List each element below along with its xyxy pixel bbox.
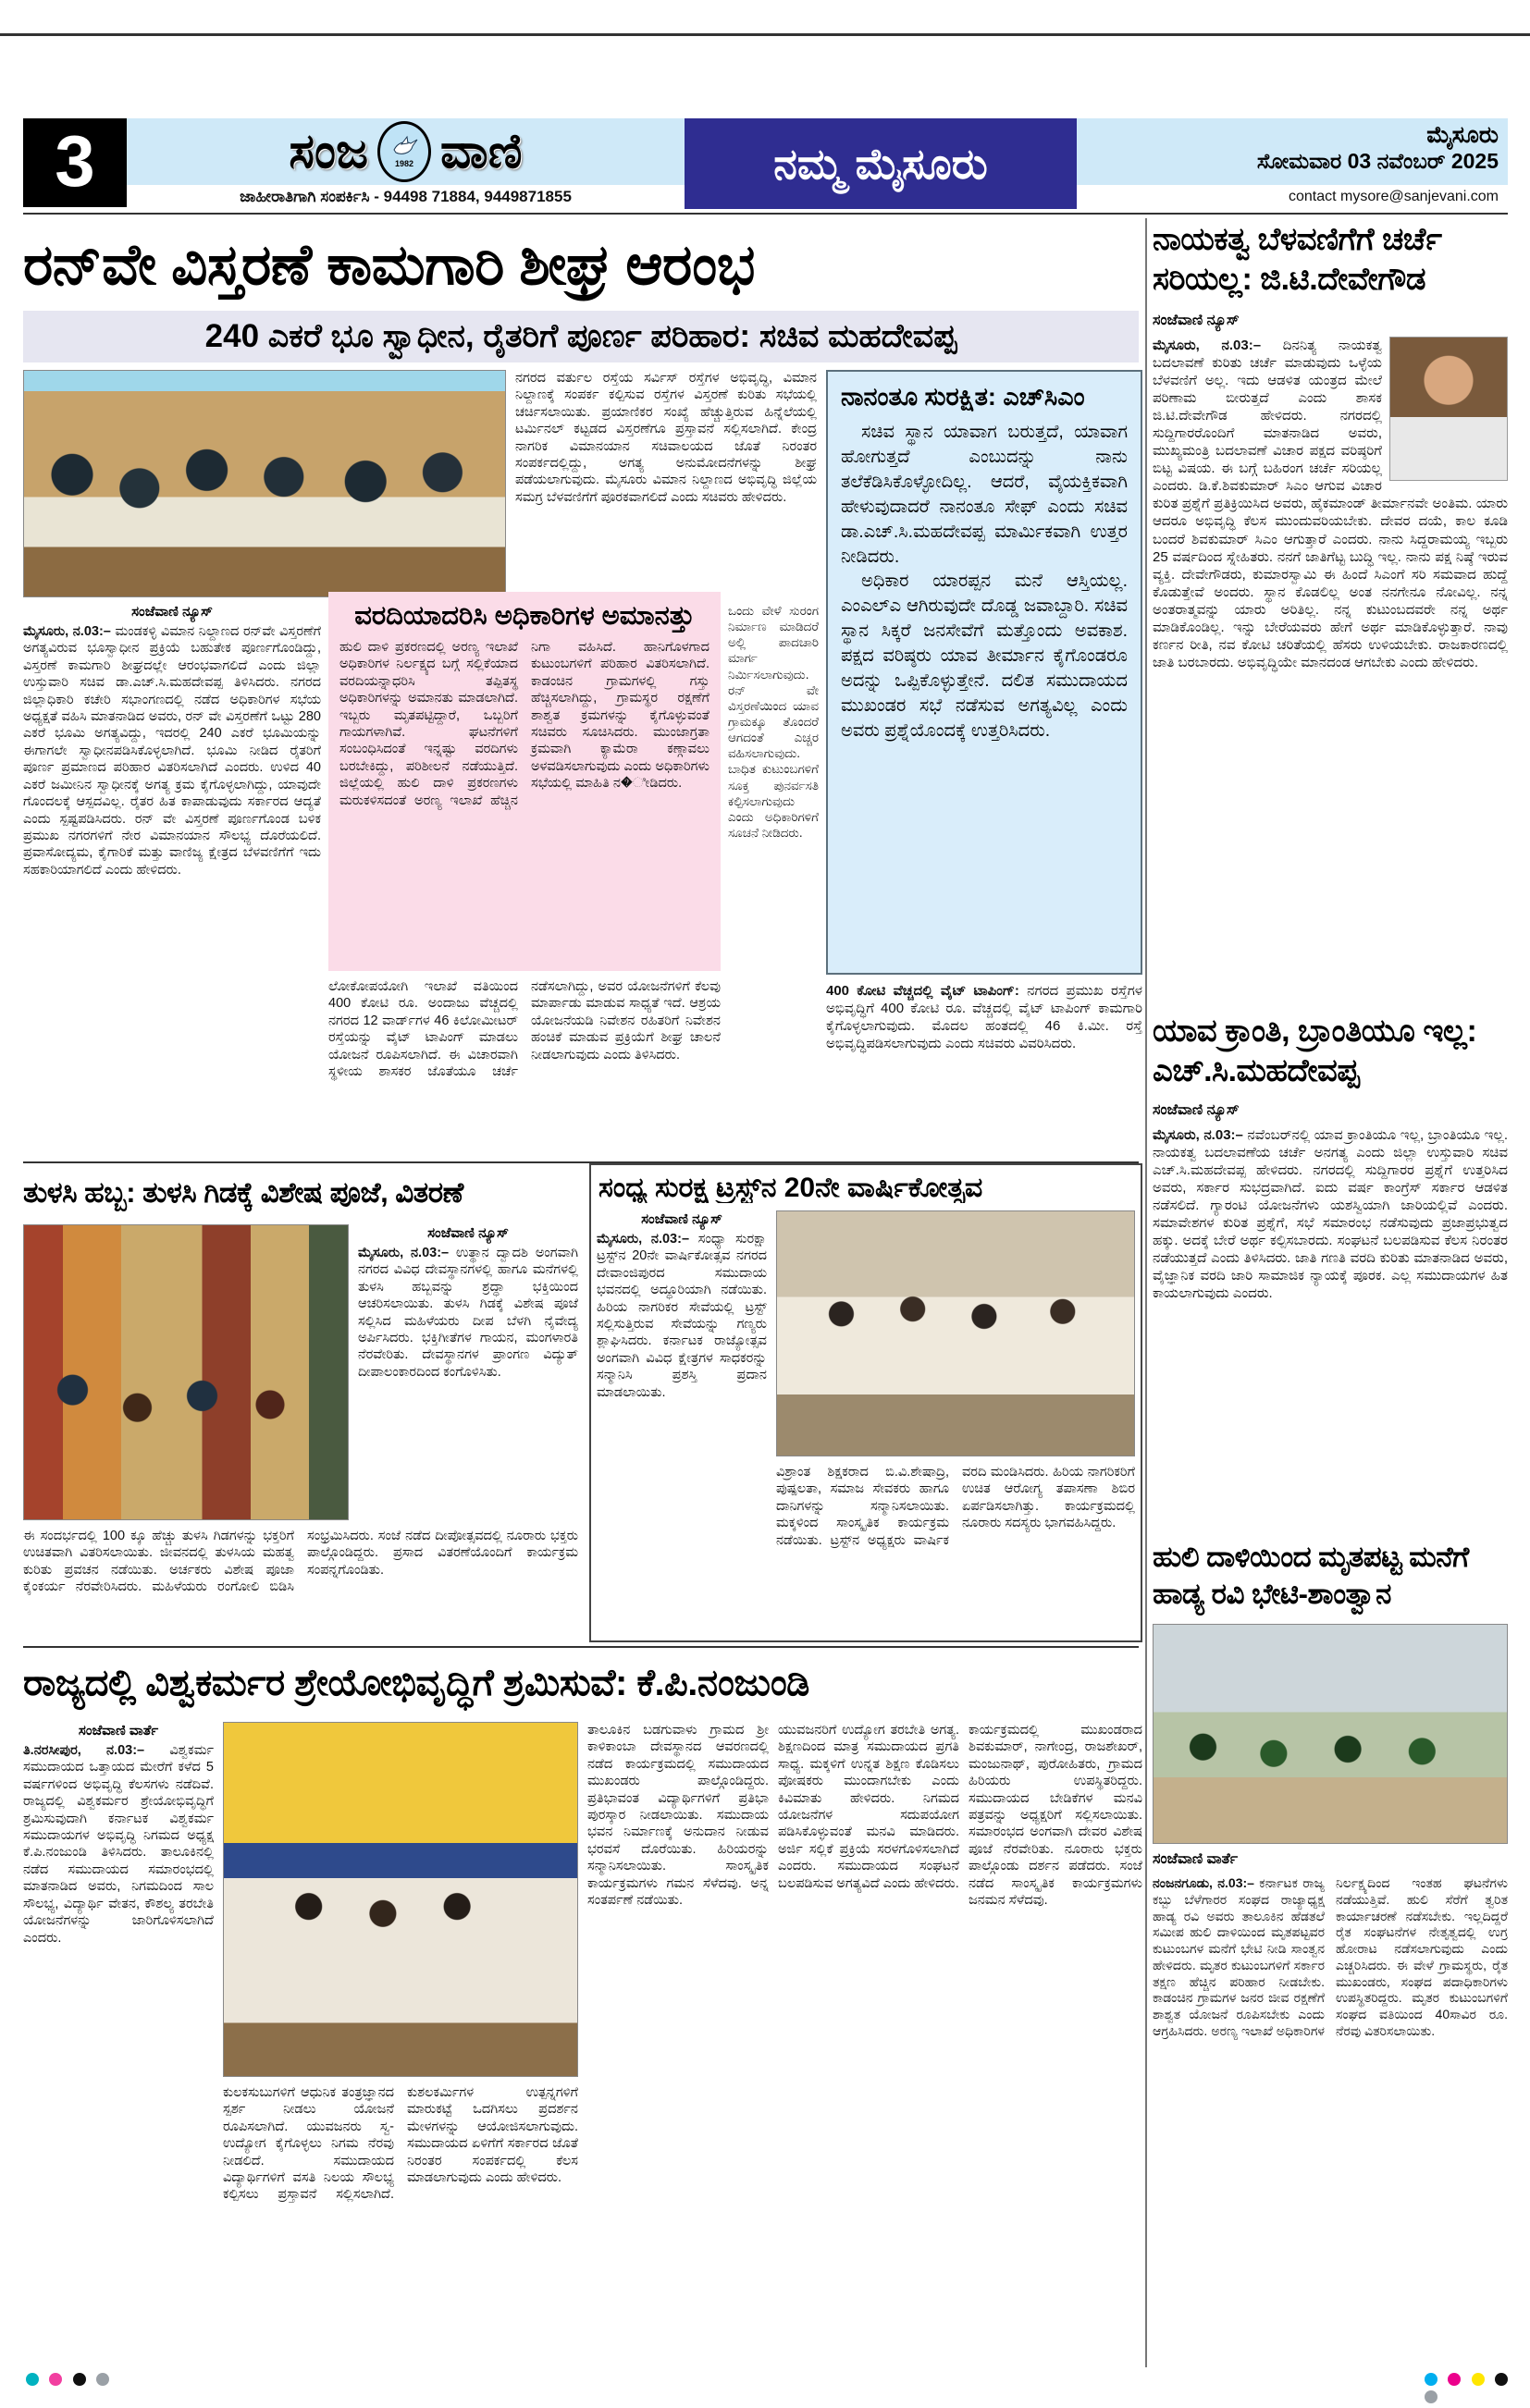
- kranti-dateline: ಮೈಸೂರು, ನ.03:–: [1153, 1127, 1243, 1143]
- sandhya-byline: ಸಂಜೆವಾಣಿ ನ್ಯೂಸ್: [641, 1211, 722, 1227]
- photo-runway-meeting: [23, 370, 506, 597]
- tiger-byline: ಸಂಜೆವಾಣಿ ವಾರ್ತೆ: [1153, 1851, 1238, 1867]
- cyan-dot-icon: [26, 2373, 39, 2386]
- lead-column-5: ಲೋಕೋಪಯೋಗಿ ಇಲಾಖೆ ವತಿಯಿಂದ 400 ಕೋಟಿ ರೂ. ಅಂದಾಜು ವೆಚ್ಚದಲ್ಲಿ ನಗರದ 12 ವಾರ್ಡ್‌ಗಳ 46 ಕಿಲೋಮೀಟರ್ ರಸ್ತೆಯನ್ನು ವೈಟ್ ಟಾಪಿಂಗ್ ಮಾಡಲು ಯೋಜನೆ ರೂಪಿಸಲಾಗಿದೆ. ಈ ವಿಚಾರವಾಗಿ ಸ್ಥಳೀಯ ಶಾಸಕರ ಜೊತೆಯೂ ಚರ್ಚೆ ನಡೆಸಲಾಗಿದ್ದು, ಅವರ ಯೋಜನೆಗಳಿಗೆ ಕೆಲವು ಮಾರ್ಪಾಡು ಮಾಡುವ ಸಾಧ್ಯತೆ ಇದೆ. ಆಶ್ರಯ ಯೋಜನೆಯಡಿ ನಿವೇಶನ ರಹಿತರಿಗೆ ನಿವೇಶನ ಹಂಚಿಕೆ ಮಾಡುವ ಪ್ರಕ್ರಿಯೆಗೆ ಶೀಘ್ರ ಚಾಲನೆ ನೀಡಲಾಗುವುದು ಎಂದು ತಿಳಿಸಿದರು.: [328, 979, 721, 1080]
- dove-icon: [389, 135, 420, 159]
- registration-dots-right: [1425, 2373, 1530, 2408]
- page-number: 3: [23, 118, 127, 207]
- tiger-headline: ಹುಲಿ ದಾಳಿಯಿಂದ ಮೃತಪಟ್ಟ ಮನೆಗೆ ಹಾಡ್ಯ ರವಿ ಭೇಟಿ-ಶಾಂತ್ವಾನ: [1153, 1541, 1469, 1611]
- photo-tulsi-festival: [23, 1224, 349, 1520]
- dove-logo-icon: [377, 121, 431, 182]
- vk-column-2: ಕುಲಕಸುಬುಗಳಿಗೆ ಆಧುನಿಕ ತಂತ್ರಜ್ಞಾನದ ಸ್ಪರ್ಶ ನೀಡಲು ಯೋಜನೆ ರೂಪಿಸಲಾಗಿದೆ. ಯುವಜನರು ಸ್ವ-ಉದ್ಯೋಗ ಕೈಗೊಳ್ಳಲು ನಿಗಮ ನೆರವು ನೀಡಲಿದೆ. ಸಮುದಾಯದ ವಿದ್ಯಾರ್ಥಿಗಳಿಗೆ ವಸತಿ ನಿಲಯ ಸೌಲಭ್ಯ ಕಲ್ಪಿಸಲು ಪ್ರಸ್ತಾವನೆ ಸಲ್ಲಿಸಲಾಗಿದೆ. ಕುಶಲಕರ್ಮಿಗಳ ಉತ್ಪನ್ನಗಳಿಗೆ ಮಾರುಕಟ್ಟೆ ಒದಗಿಸಲು ಪ್ರದರ್ಶನ ಮೇಳಗಳನ್ನು ಆಯೋಜಿಸಲಾಗುವುದು. ಸಮುದಾಯದ ಏಳಿಗೆಗೆ ಸರ್ಕಾರದ ಜೊತೆ ನಿರಂತರ ಸಂಪರ್ಕದಲ್ಲಿ ಕೆಲಸ ಮಾಡಲಾಗುವುದು ಎಂದು ಹೇಳಿದರು.: [223, 2085, 578, 2203]
- photo-sandhya-anniversary: [776, 1210, 1135, 1456]
- masthead: [127, 118, 685, 185]
- vk-column-1: [23, 1722, 214, 2369]
- page-top-rule: [0, 33, 1530, 36]
- safe-inset-body: [841, 420, 1128, 743]
- gtd-body-text: ದಿನನಿತ್ಯ ನಾಯಕತ್ವ ಬದಲಾವಣೆ ಕುರಿತು ಚರ್ಚೆ ಮಾಡುವುದು ಒಳ್ಳೆಯ ಬೆಳವಣಿಗೆ ಅಲ್ಲ. ಇದು ಆಡಳಿತ ಯಂತ್ರದ ಮೇಲೆ ಪರಿಣಾಮ ಬೀರುತ್ತದೆ ಎಂದು ಶಾಸಕ ಜಿ.ಟಿ.ದೇವೇಗೌಡ ಹೇಳಿದರು. ನಗರದಲ್ಲಿ ಸುದ್ದಿಗಾರರೊಂದಿಗೆ ಮಾತನಾಡಿದ ಅವರು, ಮುಖ್ಯಮಂತ್ರಿ ಬದಲಾವಣೆ ವಿಚಾರ ಪಕ್ಷದ ವರಿಷ್ಠರಿಗೆ ಬಿಟ್ಟ ವಿಷಯ. ಈ ಬಗ್ಗೆ ಬಹಿರಂಗ ಚರ್ಚೆ ಸರಿಯಲ್ಲ ಎಂದರು. ಡಿ.ಕೆ.ಶಿವಕುಮಾರ್ ಸಿಎಂ ಆಗುವ ವಿಚಾರ ಕುರಿತ ಪ್ರಶ್ನೆಗೆ ಪ್ರತಿಕ್ರಿಯಿಸಿದ ಅವರು, ಹೈಕಮಾಂಡ್ ತೀರ್ಮಾನವೇ ಅಂತಿಮ. ಯಾರು ಆದರೂ ಅಭಿವೃದ್ಧಿ ಕೆಲಸ ಮುಂದುವರಿಯಬೇಕು. ದೇವರ ದಯೆ, ಕಾಲ ಕೂಡಿ ಬಂದರೆ ಶಿವಕುಮಾರ್ ಸಿಎಂ ಆಗುತ್ತಾರೆ ಎಂದರು. ನಾನು ಸಿದ್ದರಾಮಯ್ಯ ಇಬ್ಬರು 25 ವರ್ಷದಿಂದ ಸ್ನೇಹಿತರು. ನನಗೆ ಜಾತಿಗೆಟ್ಟ ಬುದ್ಧಿ ಇಲ್ಲ. ನಾನು ಪಕ್ಷ ನಿಷ್ಠೆ ಇರುವ ವ್ಯಕ್ತಿ. ದೇವೇಗೌಡರು, ಕುಮಾರಸ್ವಾಮಿ ಈ ಹಿಂದೆ ಸಿಎಂಗೆ ಸರಿ ಸಮವಾದ ಹುದ್ದೆ ಕೊಡುತ್ತೇವೆ ಅಂದರು. ಸ್ಥಾನ ಕೊಡಲಿಲ್ಲ ಅಂತ ನನಗೇನೂ ನೋವಿಲ್ಲ. ನನ್ನ ಅಂತರಾತ್ಮವನ್ನು ಯಾರು ಅರಿತಿಲ್ಲ. ನನ್ನ ಕುಟುಂಬದವರೇ ನನ್ನ ಅರ್ಥ ಮಾಡಿಕೊಂಡಿಲ್ಲ. ಇನ್ನು ಬೇರೆಯವರು ಹೇಗೆ ಅರ್ಥ ಮಾಡಿಕೊಳ್ಳುತ್ತಾರೆ. ನಾವು ಕರ್ಣನ ರೀತಿ, ನವ ಕೋಟಿ ಚರಿತೆಯಲ್ಲಿ ಹೆಸರು ಉಳಿಯಬೇಕು. ರಾಜಕಾರಣದಲ್ಲಿ ಜಾತಿ ಬರಬಾರದು. ಅಭಿವೃದ್ಧಿಯೇ ಮಾನದಂಡ ಆಗಬೇಕು ಎಂದು ಹೇಳಿದರು.: [1153, 338, 1508, 670]
- edition-city: ಮೈಸೂರು: [1426, 122, 1499, 148]
- photo-tiger-condolence: [1153, 1624, 1508, 1844]
- edition-date: ಸೋಮವಾರ 03 ನವೆಂಬರ್ 2025: [1256, 149, 1499, 173]
- lead-dateline: ಮೈಸೂರು, ನ.03:–: [23, 624, 111, 640]
- lead-column-1-text: ಮಂಡಕಳ್ಳಿ ವಿಮಾನ ನಿಲ್ದಾಣದ ರನ್‌ವೇ ವಿಸ್ತರಣೆಗೆ ಅಗತ್ಯವಿರುವ ಭೂಸ್ವಾಧೀನ ಪ್ರಕ್ರಿಯೆ ಬಹುತೇಕ ಪೂರ್ಣಗೊಂಡಿದ್ದು, ವಿಸ್ತರಣೆ ಕಾಮಗಾರಿ ಶೀಘ್ರದಲ್ಲೇ ಆರಂಭವಾಗಲಿದೆ ಎಂದು ಜಿಲ್ಲಾ ಉಸ್ತುವಾರಿ ಸಚಿವ ಡಾ.ಎಚ್.ಸಿ.ಮಹದೇವಪ್ಪ ತಿಳಿಸಿದರು. ನಗರದ ಜಿಲ್ಲಾಧಿಕಾರಿ ಕಚೇರಿ ಸಭಾಂಗಣದಲ್ಲಿ ನಡೆದ ಅಧಿಕಾರಿಗಳ ಸಭೆಯ ಅಧ್ಯಕ್ಷತೆ ವಹಿಸಿ ಮಾತನಾಡಿದ ಅವರು, ರನ್ ವೇ ವಿಸ್ತರಣೆಗೆ ಒಟ್ಟು 280 ಎಕರೆ ಭೂಮಿ ಅಗತ್ಯವಿದ್ದು, ಇದರಲ್ಲಿ 240 ಎಕರೆ ಭೂಮಿಯನ್ನು ಈಗಾಗಲೇ ಸ್ವಾಧೀನಪಡಿಸಿಕೊಳ್ಳಲಾಗಿದೆ. ಭೂಮಿ ನೀಡಿದ ರೈತರಿಗೆ ಪೂರ್ಣ ಪ್ರಮಾಣದ ಪರಿಹಾರ ವಿತರಿಸಲಾಗಿದೆ ಎಂದರು. ಉಳಿದ 40 ಎಕರೆ ಜಮೀನಿನ ಸ್ವಾಧೀನಕ್ಕೆ ಅಗತ್ಯ ಕ್ರಮ ಕೈಗೊಳ್ಳಲಾಗಿದ್ದು, ಯಾವುದೇ ಗೊಂದಲಕ್ಕೆ ಆಸ್ಪದವಿಲ್ಲ. ರೈತರ ಹಿತ ಕಾಪಾಡುವುದು ಸರ್ಕಾರದ ಆದ್ಯತೆ ಎಂದು ಸ್ಪಷ್ಟಪಡಿಸಿದರು. ರನ್ ವೇ ವಿಸ್ತರಣೆ ಪೂರ್ಣಗೊಂಡ ಬಳಿಕ ಪ್ರಮುಖ ನಗರಗಳಿಗೆ ನೇರ ವಿಮಾನಯಾನ ಸೌಲಭ್ಯ ದೊರೆಯಲಿದೆ. ಪ್ರವಾಸೋದ್ಯಮ, ಕೈಗಾರಿಕೆ ಮತ್ತು ವಾಣಿಜ್ಯ ಕ್ಷೇತ್ರದ ಬೆಳವಣಿಗೆಗೆ ಇದು ಸಹಕಾರಿಯಾಗಲಿದೆ ಎಂದು ಹೇಳಿದರು.: [23, 624, 321, 878]
- sandhya-dateline: ಮೈಸೂರು, ನ.03:–: [597, 1232, 690, 1247]
- vk-headline: ರಾಜ್ಯದಲ್ಲಿ ವಿಶ್ವಕರ್ಮರ ಶ್ರೇಯೋಭಿವೃದ್ಧಿಗೆ ಶ್ರಮಿಸುವೆ: ಕೆ.ಪಿ.ನಂಜುಂಡಿ: [23, 1663, 809, 1703]
- masthead-left-text: ಸಂಜ: [289, 124, 369, 178]
- tiger-body-text: ಕರ್ನಾಟಕ ರಾಜ್ಯ ಕಬ್ಬು ಬೆಳೆಗಾರರ ಸಂಘದ ರಾಜ್ಯಾಧ್ಯಕ್ಷ ಹಾಡ್ಯ ರವಿ ಅವರು ತಾಲೂಕಿನ ಹೆಡತಲೆ ಸಮೀಪ ಹುಲಿ ದಾಳಿಯಿಂದ ಮೃತಪಟ್ಟವರ ಕುಟುಂಬಗಳ ಮನೆಗೆ ಭೇಟಿ ನೀಡಿ ಸಾಂತ್ವನ ಹೇಳಿದರು. ಮೃತರ ಕುಟುಂಬಗಳಿಗೆ ಸರ್ಕಾರ ತಕ್ಷಣ ಹೆಚ್ಚಿನ ಪರಿಹಾರ ನೀಡಬೇಕು. ಕಾಡಂಚಿನ ಗ್ರಾಮಗಳ ಜನರ ಜೀವ ರಕ್ಷಣೆಗೆ ಶಾಶ್ವತ ಯೋಜನೆ ರೂಪಿಸಬೇಕು ಎಂದು ಆಗ್ರಹಿಸಿದರು. ಅರಣ್ಯ ಇಲಾಖೆ ಅಧಿಕಾರಿಗಳ ನಿರ್ಲಕ್ಷ್ಯದಿಂದ ಇಂತಹ ಘಟನೆಗಳು ನಡೆಯುತ್ತಿವೆ. ಹುಲಿ ಸೆರೆಗೆ ತ್ವರಿತ ಕಾರ್ಯಾಚರಣೆ ನಡೆಸಬೇಕು. ಇಲ್ಲದಿದ್ದರೆ ರೈತ ಸಂಘಟನೆಗಳ ನೇತೃತ್ವದಲ್ಲಿ ಉಗ್ರ ಹೋರಾಟ ನಡೆಸಲಾಗುವುದು ಎಂದು ಎಚ್ಚರಿಸಿದರು. ಈ ವೇಳೆ ಗ್ರಾಮಸ್ಥರು, ರೈತ ಮುಖಂಡರು, ಸಂಘದ ಪದಾಧಿಕಾರಿಗಳು ಉಪಸ್ಥಿತರಿದ್ದರು. ಮೃತರ ಕುಟುಂಬಗಳಿಗೆ ಸಂಘದ ವತಿಯಿಂದ 40ಸಾವಿರ ರೂ. ನೆರವು ವಿತರಿಸಲಾಯಿತು.: [1153, 1875, 1508, 2038]
- sandhya-right-wrap: [776, 1210, 1135, 1614]
- suspension-body: ಹುಲಿ ದಾಳಿ ಪ್ರಕರಣದಲ್ಲಿ ಅರಣ್ಯ ಇಲಾಖೆ ಅಧಿಕಾರಿಗಳ ನಿರ್ಲಕ್ಷ್ಯದ ಬಗ್ಗೆ ಸಲ್ಲಿಕೆಯಾದ ವರದಿಯನ್ನಾಧರಿಸಿ ತಪ್ಪಿತಸ್ಥ ಅಧಿಕಾರಿಗಳನ್ನು ಅಮಾನತು ಮಾಡಲಾಗಿದೆ. ಇಬ್ಬರು ಮೃತಪಟ್ಟಿದ್ದಾರೆ, ಒಬ್ಬರಿಗೆ ಗಾಯಗಳಾಗಿವೆ. ಘಟನೆಗಳಿಗೆ ಸಂಬಂಧಿಸಿದಂತೆ ಇನ್ನಷ್ಟು ವರದಿಗಳು ಬರಬೇಕಿದ್ದು, ಪರಿಶೀಲನೆ ನಡೆಯುತ್ತಿದೆ. ಜಿಲ್ಲೆಯಲ್ಲಿ ಹುಲಿ ದಾಳಿ ಪ್ರಕರಣಗಳು ಮರುಕಳಿಸದಂತೆ ಅರಣ್ಯ ಇಲಾಖೆ ಹೆಚ್ಚಿನ ನಿಗಾ ವಹಿಸಿದೆ. ಹಾನಿಗೊಳಗಾದ ಕುಟುಂಬಗಳಿಗೆ ಪರಿಹಾರ ವಿತರಿಸಲಾಗಿದೆ. ಕಾಡಂಚಿನ ಗ್ರಾಮಗಳಲ್ಲಿ ಗಸ್ತು ಹೆಚ್ಚಿಸಲಾಗಿದ್ದು, ಗ್ರಾಮಸ್ಥರ ರಕ್ಷಣೆಗೆ ಶಾಶ್ವತ ಕ್ರಮಗಳನ್ನು ಕೈಗೊಳ್ಳುವಂತೆ ಸಚಿವರು ಸೂಚಿಸಿದರು. ಮುಂಜಾಗ್ರತಾ ಕ್ರಮವಾಗಿ ಕ್ಯಾಮೆರಾ ಕಣ್ಗಾವಲು ಅಳವಡಿಸಲಾಗುವುದು ಎಂದು ಅಧಿಕಾರಿಗಳು ಸಭೆಯಲ್ಲಿ ಮಾಹಿತಿ ನ�ೀಡಿದರು.: [339, 640, 709, 808]
- yellow-dot-icon: [1472, 2373, 1485, 2386]
- tiger-body: [1153, 1875, 1508, 2367]
- white-topping-lead-in: 400 ಕೋಟಿ ವೆಚ್ಚದಲ್ಲಿ ವೈಟ್ ಟಾಪಿಂಗ್:: [826, 983, 1019, 999]
- vk-column-1-text: ವಿಶ್ವಕರ್ಮ ಸಮುದಾಯದ ಒತ್ತಾಯದ ಮೇರೆಗೆ ಕಳೆದ 5 ವರ್ಷಗಳಿಂದ ಅಭಿವೃದ್ಧಿ ಕೆಲಸಗಳು ನಡೆದಿವೆ. ರಾಜ್ಯದಲ್ಲಿ ವಿಶ್ವಕರ್ಮರ ಶ್ರೇಯೋಭಿವೃದ್ಧಿಗೆ ಶ್ರಮಿಸುವುದಾಗಿ ಕರ್ನಾಟಕ ವಿಶ್ವಕರ್ಮ ಸಮುದಾಯಗಳ ಅಭಿವೃದ್ಧಿ ನಿಗಮದ ಅಧ್ಯಕ್ಷ ಕೆ.ಪಿ.ನಂಜುಂಡಿ ತಿಳಿಸಿದರು. ತಾಲೂಕಿನಲ್ಲಿ ನಡೆದ ಸಮುದಾಯದ ಸಮಾರಂಭದಲ್ಲಿ ಮಾತನಾಡಿದ ಅವರು, ನಿಗಮದಿಂದ ಸಾಲ ಸೌಲಭ್ಯ, ವಿದ್ಯಾರ್ಥಿ ವೇತನ, ಕೌಶಲ್ಯ ತರಬೇತಿ ಯೋಜನೆಗಳನ್ನು ಜಾರಿಗೊಳಿಸಲಾಗಿದೆ ಎಂದರು.: [23, 1743, 214, 1946]
- safe-inset-paragraph-1: ಸಚಿವ ಸ್ಥಾನ ಯಾವಾಗ ಬರುತ್ತದೆ, ಯಾವಾಗ ಹೋಗುತ್ತದೆ ಎಂಬುದನ್ನು ನಾನು ತಲೆಕೆಡಿಸಿಕೊಳ್ಳೋದಿಲ್ಲ. ಆದರೆ, ವೈಯಕ್ತಿಕವಾಗಿ ಹೇಳುವುದಾದರೆ ನಾನಂತೂ ಸೇಫ್ ಎಂದು ಸಚಿವ ಡಾ.ಎಚ್.ಸಿ.ಮಹದೇವಪ್ಪ ಮಾರ್ಮಿಕವಾಗಿ ಉತ್ತರ ನೀಡಿದರು.: [841, 422, 1128, 567]
- edition-title: ನಮ್ಮ ಮೈಸೂರು: [685, 118, 1077, 209]
- suspension-inset-box: [328, 592, 721, 971]
- tulsi-headline: ತುಳಸಿ ಹಬ್ಬ: ತುಳಸಿ ಗಿಡಕ್ಕೆ ವಿಶೇಷ ಪೂಜೆ, ವಿತರಣೆ: [23, 1176, 463, 1209]
- safe-inset-heading: ನಾನಂತೂ ಸುರಕ್ಷಿತ: ಎಚ್‌ಸಿಎಂ: [841, 383, 1085, 411]
- tulsi-column-right-text: ಉತ್ಥಾನ ದ್ವಾದಶಿ ಅಂಗವಾಗಿ ನಗರದ ವಿವಿಧ ದೇವಸ್ಥಾನಗಳಲ್ಲಿ ಹಾಗೂ ಮನೆಗಳಲ್ಲಿ ತುಳಸಿ ಹಬ್ಬವನ್ನು ಶ್ರದ್ಧಾ ಭಕ್ತಿಯಿಂದ ಆಚರಿಸಲಾಯಿತು. ತುಳಸಿ ಗಿಡಕ್ಕೆ ವಿಶೇಷ ಪೂಜೆ ಸಲ್ಲಿಸಿದ ಮಹಿಳೆಯರು ದೀಪ ಬೆಳಗಿ ನೈವೇದ್ಯ ಅರ್ಪಿಸಿದರು. ಭಕ್ತಿಗೀತೆಗಳ ಗಾಯನ, ಮಂಗಳಾರತಿ ನೆರವೇರಿತು. ದೇವಸ್ಥಾನಗಳ ಪ್ರಾಂಗಣ ವಿದ್ಯುತ್ ದೀಪಾಲಂಕಾರದಿಂದ ಕಂಗೊಳಿಸಿತು.: [358, 1246, 578, 1380]
- black-dot-icon: [1495, 2373, 1508, 2386]
- kranti-body-text: ನವೆಂಬರ್‌ನಲ್ಲಿ ಯಾವ ಕ್ರಾಂತಿಯೂ ಇಲ್ಲ, ಬ್ರಾಂತಿಯೂ ಇಲ್ಲ. ನಾಯಕತ್ವ ಬದಲಾವಣೆಯ ಚರ್ಚೆ ಅನಗತ್ಯ ಎಂದು ಜಿಲ್ಲಾ ಉಸ್ತುವಾರಿ ಸಚಿವ ಎಚ್.ಸಿ.ಮಹದೇವಪ್ಪ ಹೇಳಿದರು. ನಗರದಲ್ಲಿ ಸುದ್ದಿಗಾರರ ಪ್ರಶ್ನೆಗೆ ಉತ್ತರಿಸಿದ ಅವರು, ಸರ್ಕಾರ ಸುಭದ್ರವಾಗಿದೆ. ಐದು ವರ್ಷ ಕಾಂಗ್ರೆಸ್ ಸರ್ಕಾರ ಆಡಳಿತ ನಡೆಸಲಿದೆ. ಗ್ಯಾರಂಟಿ ಯೋಜನೆಗಳು ಯಶಸ್ವಿಯಾಗಿ ಜಾರಿಯಲ್ಲಿವೆ ಎಂದರು. ಸಮಾವೇಶಗಳ ಕುರಿತ ಪ್ರಶ್ನೆಗೆ, ಸಭೆ ಸಮಾರಂಭ ನಡೆಸುವುದು ಪ್ರಜಾಪ್ರಭುತ್ವದ ಹಕ್ಕು. ಅದಕ್ಕೆ ಬೇರೆ ಅರ್ಥ ಕಲ್ಪಿಸಬಾರದು. ಸಂಘಟನೆ ಬಲಪಡಿಸುವ ಕೆಲಸ ನಿರಂತರ ನಡೆಯುತ್ತದೆ ಎಂದು ತಿಳಿಸಿದರು. ಜಾತಿ ಗಣತಿ ವರದಿ ಕುರಿತು ಮಾತನಾಡಿದ ಅವರು, ವೈಜ್ಞಾನಿಕ ವರದಿ ಜಾರಿ ಸಾಮಾಜಿಕ ನ್ಯಾಯಕ್ಕೆ ಪೂರಕ. ಎಲ್ಲ ಸಮುದಾಯಗಳ ಹಿತ ಕಾಯಲಾಗುವುದು ಎಂದರು.: [1153, 1127, 1508, 1302]
- gtd-byline: ಸಂಜೆವಾಣಿ ನ್ಯೂಸ್: [1153, 313, 1240, 328]
- tulsi-column-right: [358, 1224, 578, 1520]
- lead-subhead: 240 ಎಕರೆ ಭೂ ಸ್ವಾಧೀನ, ರೈತರಿಗೆ ಪೂರ್ಣ ಪರಿಹಾರ: ಸಚಿವ ಮಹದೇವಪ್ಪ: [23, 311, 1139, 362]
- photo-vishwakarma-event: [223, 1722, 578, 2077]
- dateline-band: [1077, 118, 1508, 185]
- lead-column-4: [826, 982, 1142, 1160]
- sandhya-column-left: [597, 1210, 767, 1614]
- column-divider-vertical: [1145, 218, 1147, 2367]
- cyan-dot-icon: [1425, 2373, 1437, 2386]
- contact-email: contact mysore@sanjevani.com: [1289, 189, 1499, 204]
- safe-inset-paragraph-2: ಅಧಿಕಾರ ಯಾರಪ್ಪನ ಮನೆ ಆಸ್ತಿಯಲ್ಲ. ಎಂಎಲ್‌ಎ ಆಗಿರುವುದೇ ದೊಡ್ಡ ಜವಾಬ್ದಾರಿ. ಸಚಿವ ಸ್ಥಾನ ಸಿಕ್ಕರೆ ಜನಸೇವೆಗೆ ಮತ್ತೊಂದು ಅವಕಾಶ. ಪಕ್ಷದ ವರಿಷ್ಠರು ಯಾವ ತೀರ್ಮಾನ ಕೈಗೊಂಡರೂ ಅದನ್ನು ಒಪ್ಪಿಕೊಳ್ಳುತ್ತೇನೆ. ದಲಿತ ಸಮುದಾಯದ ಮುಖಂಡರ ಸಭೆ ನಡೆಸುವ ಅಗತ್ಯವಿಲ್ಲ ಎಂದು ಅವರು ಪ್ರಶ್ನೆಯೊಂದಕ್ಕೆ ಉತ್ತರಿಸಿದರು.: [841, 571, 1128, 741]
- kranti-headline: ಯಾವ ಕ್ರಾಂತಿ, ಬ್ರಾಂತಿಯೂ ಇಲ್ಲ: ಎಚ್.ಸಿ.ಮಹದೇವಪ್ಪ: [1153, 1014, 1477, 1088]
- suspension-heading: ವರದಿಯಾದರಿಸಿ ಅಧಿಕಾರಿಗಳ ಅಮಾನತ್ತು: [354, 601, 695, 631]
- photo-gtd-portrait: [1389, 337, 1508, 481]
- magenta-dot-icon: [49, 2373, 62, 2386]
- magenta-dot-icon: [1448, 2373, 1461, 2386]
- tulsi-dateline: ಮೈಸೂರು, ನ.03:–: [358, 1246, 450, 1261]
- vk-column-5: ಕಾರ್ಯಕ್ರಮದಲ್ಲಿ ಮುಖಂಡರಾದ ಶಿವಕುಮಾರ್, ನಾಗೇಂದ್ರ, ರಾಜಶೇಖರ್, ಮಂಜುನಾಥ್, ಪುರೋಹಿತರು, ಗ್ರಾಮದ ಹಿರಿಯರು ಉಪಸ್ಥಿತರಿದ್ದರು. ಸಮುದಾಯದ ಬೇಡಿಕೆಗಳ ಮನವಿ ಪತ್ರವನ್ನು ಅಧ್ಯಕ್ಷರಿಗೆ ಸಲ್ಲಿಸಲಾಯಿತು. ಸಮಾರಂಭದ ಅಂಗವಾಗಿ ದೇವರ ವಿಶೇಷ ಪೂಜೆ ನೆರವೇರಿತು. ನೂರಾರು ಭಕ್ತರು ಪಾಲ್ಗೊಂಡು ದರ್ಶನ ಪಡೆದರು. ಸಂಜೆ ನಡೆದ ಸಾಂಸ್ಕೃತಿಕ ಕಾರ್ಯಕ್ರಮಗಳು ಜನಮನ ಸೆಳೆದವು.: [969, 1723, 1142, 1909]
- gtd-dateline: ಮೈಸೂರು, ನ.03:–: [1153, 338, 1262, 353]
- vk-dateline: ತಿ.ನರಸೀಪುರ, ನ.03:–: [23, 1743, 145, 1759]
- sandhya-content: [597, 1210, 1135, 1614]
- sandhya-column-left-text: ಸಂಧ್ಯಾ ಸುರಕ್ಷಾ ಟ್ರಸ್ಟ್‌ನ 20ನೇ ವಾರ್ಷಿಕೋತ್ಸವ ನಗರದ ದೇವಾಂಜಿಪುರದ ಸಮುದಾಯ ಭವನದಲ್ಲಿ ಅದ್ಧೂರಿಯಾಗಿ ನಡೆಯಿತು. ಹಿರಿಯ ನಾಗರಿಕರ ಸೇವೆಯಲ್ಲಿ ಟ್ರಸ್ಟ್ ಸಲ್ಲಿಸುತ್ತಿರುವ ಸೇವೆಯನ್ನು ಗಣ್ಯರು ಶ್ಲಾಘಿಸಿದರು. ಕರ್ನಾಟಕ ರಾಜ್ಯೋತ್ಸವ ಅಂಗವಾಗಿ ವಿವಿಧ ಕ್ಷೇತ್ರಗಳ ಸಾಧಕರನ್ನು ಸನ್ಮಾನಿಸಿ ಪ್ರಶಸ್ತಿ ಪ್ರದಾನ ಮಾಡಲಾಯಿತು.: [597, 1232, 767, 1400]
- gray-dot-icon: [1425, 2390, 1437, 2403]
- logo-year: 1982: [395, 159, 414, 168]
- masthead-right-text: ವಾಣಿ: [440, 124, 523, 178]
- sandhya-column-bottom: ವಿಶ್ರಾಂತ ಶಿಕ್ಷಕರಾದ ಬಿ.ವಿ.ಶೇಷಾದ್ರಿ, ಪುಷ್ಪಲತಾ, ಸಮಾಜ ಸೇವಕರು ಹಾಗೂ ದಾನಿಗಳನ್ನು ಸನ್ಮಾನಿಸಲಾಯಿತು. ಮಕ್ಕಳಿಂದ ಸಾಂಸ್ಕೃತಿಕ ಕಾರ್ಯಕ್ರಮ ನಡೆಯಿತು. ಟ್ರಸ್ಟ್‌ನ ಅಧ್ಯಕ್ಷರು ವಾರ್ಷಿಕ ವರದಿ ಮಂಡಿಸಿದರು. ಹಿರಿಯ ನಾಗರಿಕರಿಗೆ ಉಚಿತ ಆರೋಗ್ಯ ತಪಾಸಣಾ ಶಿಬಿರ ಏರ್ಪಡಿಸಲಾಗಿತ್ತು. ಕಾರ್ಯಕ್ರಮದಲ್ಲಿ ನೂರಾರು ಸದಸ್ಯರು ಭಾಗವಹಿಸಿದ್ದರು.: [776, 1465, 1135, 1548]
- vk-column-4: ಯುವಜನರಿಗೆ ಉದ್ಯೋಗ ತರಬೇತಿ ಅಗತ್ಯ. ಶಿಕ್ಷಣದಿಂದ ಮಾತ್ರ ಸಮುದಾಯದ ಪ್ರಗತಿ ಸಾಧ್ಯ. ಮಕ್ಕಳಿಗೆ ಉನ್ನತ ಶಿಕ್ಷಣ ಕೊಡಿಸಲು ಪೋಷಕರು ಮುಂದಾಗಬೇಕು ಎಂದು ಕಿವಿಮಾತು ಹೇಳಿದರು. ನಿಗಮದ ಯೋಜನೆಗಳ ಸದುಪಯೋಗ ಪಡಿಸಿಕೊಳ್ಳುವಂತೆ ಮನವಿ ಮಾಡಿದರು. ಅರ್ಜಿ ಸಲ್ಲಿಕೆ ಪ್ರಕ್ರಿಯೆ ಸರಳಗೊಳಿಸಲಾಗಿದೆ ಎಂದರು. ಸಮುದಾಯದ ಸಂಘಟನೆ ಬಲಪಡಿಸುವ ಅಗತ್ಯವಿದೆ ಎಂದು ಹೇಳಿದರು.: [778, 1723, 959, 1891]
- gray-dot-icon: [96, 2373, 109, 2386]
- lead-byline: ಸಂಜೆವಾಣಿ ನ್ಯೂಸ್: [131, 604, 213, 620]
- registration-dots-left: [26, 2373, 116, 2390]
- kranti-body: [1153, 1126, 1508, 1531]
- kranti-byline: ಸಂಜೆವಾಣಿ ನ್ಯೂಸ್: [1153, 1102, 1240, 1118]
- lead-column-2: ನಗರದ ವರ್ತುಲ ರಸ್ತೆಯ ಸರ್ವಿಸ್ ರಸ್ತೆಗಳ ಅಭಿವೃದ್ಧಿ, ವಿಮಾನ ನಿಲ್ದಾಣಕ್ಕೆ ಸಂಪರ್ಕ ಕಲ್ಪಿಸುವ ರಸ್ತೆಗಳ ವಿಸ್ತರಣೆ ಕುರಿತು ಸಭೆಯಲ್ಲಿ ಚರ್ಚಿಸಲಾಯಿತು. ಪ್ರಯಾಣಿಕರ ಸಂಖ್ಯೆ ಹೆಚ್ಚುತ್ತಿರುವ ಹಿನ್ನೆಲೆಯಲ್ಲಿ ಟರ್ಮಿನಲ್ ಕಟ್ಟಡದ ವಿಸ್ತರಣೆಗೂ ಪ್ರಸ್ತಾವನೆ ಸಲ್ಲಿಸಲಾಗಿದೆ. ಕೇಂದ್ರ ನಾಗರಿಕ ವಿಮಾನಯಾನ ಸಚಿವಾಲಯದ ಜೊತೆ ನಿರಂತರ ಸಂಪರ್ಕದಲ್ಲಿದ್ದು, ಅಗತ್ಯ ಅನುಮೋದನೆಗಳನ್ನು ಶೀಘ್ರ ಪಡೆಯಲಾಗುವುದು. ಮೈಸೂರು ವಿಮಾನ ನಿಲ್ದಾಣದ ಅಭಿವೃದ್ಧಿ ಜಿಲ್ಲೆಯ ಸಮಗ್ರ ಬೆಳವಣಿಗೆಗೆ ಪೂರಕವಾಗಲಿದೆ ಎಂದು ಸಚಿವರು ಹೇಳಿದರು.: [515, 371, 817, 505]
- sandhya-story-box: [589, 1163, 1142, 1642]
- tulsi-column-bottom: ಈ ಸಂದರ್ಭದಲ್ಲಿ 100 ಕ್ಕೂ ಹೆಚ್ಚು ತುಳಸಿ ಗಿಡಗಳನ್ನು ಭಕ್ತರಿಗೆ ಉಚಿತವಾಗಿ ವಿತರಿಸಲಾಯಿತು. ಜೀವನದಲ್ಲಿ ತುಳಸಿಯ ಮಹತ್ವ ಕುರಿತು ಪ್ರವಚನ ನಡೆಯಿತು. ಅರ್ಚಕರು ವಿಶೇಷ ಪೂಜಾ ಕೈಂಕರ್ಯ ನೆರವೇರಿಸಿದರು. ಮಹಿಳೆಯರು ರಂಗೋಲಿ ಬಿಡಿಸಿ ಸಂಭ್ರಮಿಸಿದರು. ಸಂಜೆ ನಡೆದ ದೀಪೋತ್ಸವದಲ್ಲಿ ನೂರಾರು ಭಕ್ತರು ಪಾಲ್ಗೊಂಡಿದ್ದರು. ಪ್ರಸಾದ ವಿತರಣೆಯೊಂದಿಗೆ ಕಾರ್ಯಕ್ರಮ ಸಂಪನ್ನಗೊಂಡಿತು.: [23, 1529, 578, 1595]
- ad-contact-strip: ಜಾಹೀರಾತಿಗಾಗಿ ಸಂಪರ್ಕಿಸಿ - 94498 71884, 9449871855: [127, 185, 685, 209]
- vk-column-3: ತಾಲೂಕಿನ ಬಡಗುವಾಳು ಗ್ರಾಮದ ಶ್ರೀ ಕಾಳಿಕಾಂಬಾ ದೇವಸ್ಥಾನದ ಆವರಣದಲ್ಲಿ ನಡೆದ ಕಾರ್ಯಕ್ರಮದಲ್ಲಿ ಸಮುದಾಯದ ಮುಖಂಡರು ಪಾಲ್ಗೊಂಡಿದ್ದರು. ಪ್ರತಿಭಾವಂತ ವಿದ್ಯಾರ್ಥಿಗಳಿಗೆ ಪ್ರತಿಭಾ ಪುರಸ್ಕಾರ ನೀಡಲಾಯಿತು. ಸಮುದಾಯ ಭವನ ನಿರ್ಮಾಣಕ್ಕೆ ಅನುದಾನ ನೀಡುವ ಭರವಸೆ ದೊರೆಯಿತು. ಹಿರಿಯರನ್ನು ಸನ್ಮಾನಿಸಲಾಯಿತು. ಸಾಂಸ್ಕೃತಿಕ ಕಾರ್ಯಕ್ರಮಗಳು ಗಮನ ಸೆಳೆದವು. ಅನ್ನ ಸಂತರ್ಪಣೆ ನಡೆಯಿತು.: [587, 1723, 769, 1909]
- sandhya-headline: ಸಂಧ್ಯ ಸುರಕ್ಷ ಟ್ರಸ್ಟ್‌ನ 20ನೇ ವಾರ್ಷಿಕೋತ್ಸವ: [598, 1173, 983, 1203]
- tulsi-byline: ಸಂಜೆವಾಣಿ ನ್ಯೂಸ್: [427, 1225, 509, 1241]
- lead-headline: ರನ್‌ವೇ ವಿಸ್ತರಣೆ ಕಾಮಗಾರಿ ಶೀಘ್ರ ಆರಂಭ: [23, 233, 755, 296]
- third-row-rule: [23, 1646, 1139, 1648]
- vk-byline: ಸಂಜೆವಾಣಿ ವಾರ್ತೆ: [78, 1723, 159, 1738]
- lead-column-4-text: ನಗರದ ಪ್ರಮುಖ ರಸ್ತೆಗಳ ಅಭಿವೃದ್ಧಿಗೆ 400 ಕೋಟಿ ರೂ. ವೆಚ್ಚದಲ್ಲಿ ವೈಟ್ ಟಾಪಿಂಗ್ ಕಾಮಗಾರಿ ಕೈಗೊಳ್ಳಲಾಗುವುದು. ಮೊದಲ ಹಂತದಲ್ಲಿ 46 ಕಿ.ಮೀ. ರಸ್ತೆ ಅಭಿವೃದ್ಧಿಪಡಿಸಲಾಗುವುದು ಎಂದು ಸಚಿವರು ವಿವರಿಸಿದರು.: [826, 983, 1142, 1052]
- gtd-body: [1153, 337, 1508, 1006]
- safe-inset-box: [826, 370, 1142, 975]
- tiger-dateline: ನಂಜನಗೂಡು, ನ.03:–: [1153, 1875, 1254, 1890]
- header-rule: [23, 213, 1508, 215]
- lead-column-3: ಒಂದು ವೇಳೆ ಸುರಂಗ ನಿರ್ಮಾಣ ಮಾಡಿದರೆ ಅಲ್ಲಿ ಪಾದಚಾರಿ ಮಾರ್ಗ ನಿರ್ಮಿಸಲಾಗುವುದು. ರನ್ ವೇ ವಿಸ್ತರಣೆಯಿಂದ ಯಾವ ಗ್ರಾಮಕ್ಕೂ ತೊಂದರೆ ಆಗದಂತೆ ಎಚ್ಚರ ವಹಿಸಲಾಗುವುದು. ಬಾಧಿತ ಕುಟುಂಬಗಳಿಗೆ ಸೂಕ್ತ ಪುನರ್ವಸತಿ ಕಲ್ಪಿಸಲಾಗುವುದು ಎಂದು ಅಧಿಕಾರಿಗಳಿಗೆ ಸೂಚನೆ ನೀಡಿದರು.: [728, 604, 819, 840]
- lead-column-1: [23, 603, 321, 1160]
- black-dot-icon: [73, 2373, 86, 2386]
- gtd-headline: ನಾಯಕತ್ವ ಬೆಳವಣಿಗೆಗೆ ಚರ್ಚೆ ಸರಿಯಲ್ಲ: ಜಿ.ಟಿ.ದೇವೇಗೌಡ: [1153, 222, 1442, 297]
